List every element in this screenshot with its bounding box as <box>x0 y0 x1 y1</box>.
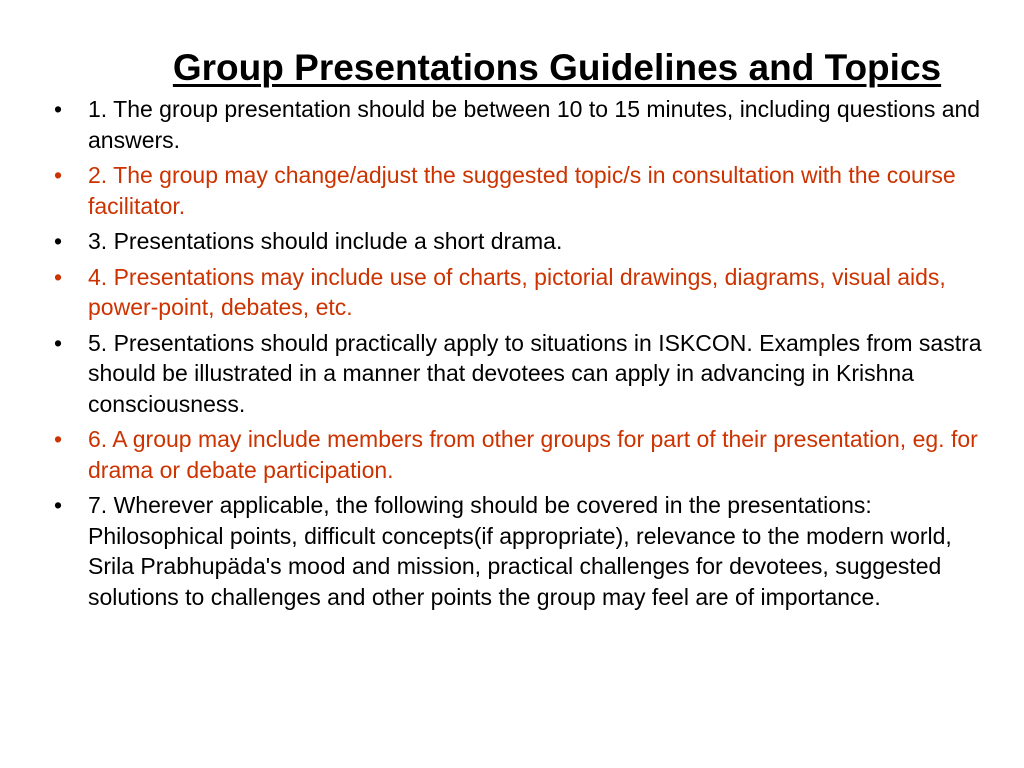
guideline-text: 4. Presentations may include use of charts, pictorial drawings, diagrams, visual aids, power-point, debates, etc. <box>88 263 946 320</box>
bullet-icon: • <box>53 263 63 290</box>
bullet-icon: • <box>53 162 63 188</box>
bullet-icon: • <box>53 329 63 356</box>
guideline-item-6 <box>38 424 990 485</box>
guideline-item-7 <box>38 490 990 612</box>
guideline-text: 5. Presentations should practically apply to situations in ISKCON. Examples from sastra should be illustrated in a manner that devotees can apply in advancing in Krishna consciousness. <box>88 329 982 417</box>
bullet-icon: • <box>53 228 63 254</box>
guideline-item-1 <box>38 94 990 155</box>
guideline-text: 6. A group may include members from other groups for part of their presentation, eg. for drama or debate participation. <box>88 426 978 483</box>
guideline-text: 3. Presentations should include a short drama. <box>88 228 563 254</box>
guideline-item-4 <box>38 262 990 323</box>
guideline-item-3 <box>38 226 990 257</box>
guideline-text: 2. The group may change/adjust the suggested topic/s in consultation with the course facilitator. <box>88 162 956 219</box>
guideline-item-5 <box>38 328 990 420</box>
bullet-icon: • <box>53 492 63 518</box>
guideline-item-2 <box>38 160 990 221</box>
bullet-icon: • <box>53 96 63 122</box>
guideline-text: 7. Wherever applicable, the following should be covered in the presentations: Philosophical points, difficult concepts(if appropriate), relevance to the modern world, Srila Prabhupäda's mood and mission, practical challenges for devotees, suggested solutions to challenges and other points the group may feel are of importance. <box>88 492 952 610</box>
bullet-icon: • <box>53 426 63 452</box>
slide-title: Group Presentations Guidelines and Topics <box>172 47 942 88</box>
guideline-text: 1. The group presentation should be between 10 to 15 minutes, including questions and answers. <box>88 96 981 153</box>
guidelines-list <box>38 94 990 617</box>
